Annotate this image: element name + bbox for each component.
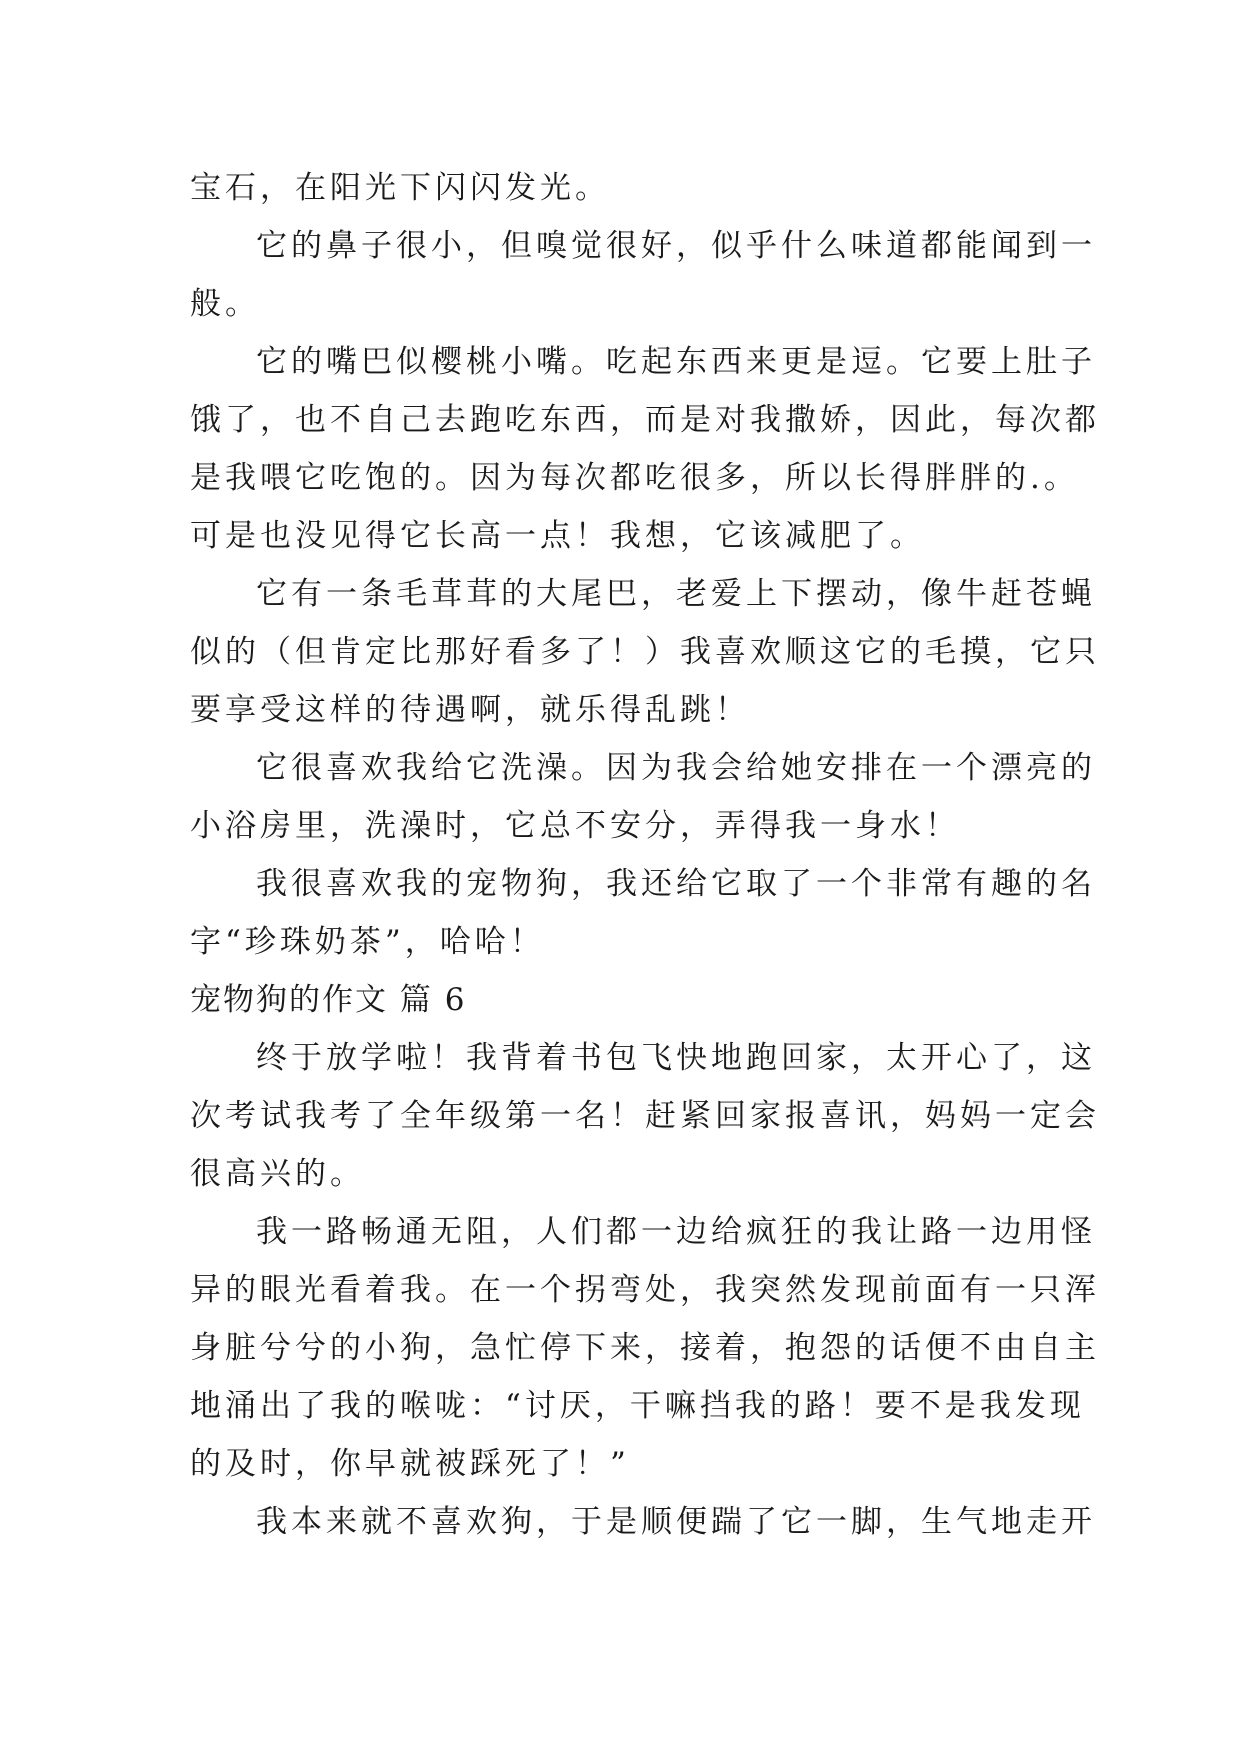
text-line: 终于放学啦！我背着书包飞快地跑回家，太开心了，这 xyxy=(256,1040,1096,1076)
text-line: 我本来就不喜欢狗，于是顺便踹了它一脚，生气地走开 xyxy=(256,1504,1096,1540)
text-line: 小浴房里，洗澡时，它总不安分，弄得我一身水！ xyxy=(190,808,960,844)
text-line: 身脏兮兮的小狗，急忙停下来，接着，抱怨的话便不由自主 xyxy=(190,1330,1100,1366)
section-heading: 宠物狗的作文 篇 6 xyxy=(190,982,467,1018)
text-line: 字“珍珠奶茶”，哈哈！ xyxy=(190,924,545,960)
text-line: 似的（但肯定比那好看多了！）我喜欢顺这它的毛摸，它只 xyxy=(190,634,1100,670)
text-line: 饿了，也不自己去跑吃东西，而是对我撒娇，因此，每次都 xyxy=(190,402,1100,438)
essay-body xyxy=(190,159,1100,1551)
text-line: 次考试我考了全年级第一名！赶紧回家报喜讯，妈妈一定会 xyxy=(190,1098,1100,1134)
text-line: 宝石，在阳光下闪闪发光。 xyxy=(190,170,610,206)
text-line: 的及时，你早就被踩死了！” xyxy=(190,1446,630,1482)
text-line: 般。 xyxy=(190,286,260,322)
text-line: 我一路畅通无阻，人们都一边给疯狂的我让路一边用怪 xyxy=(256,1214,1096,1250)
text-line: 它很喜欢我给它洗澡。因为我会给她安排在一个漂亮的 xyxy=(256,750,1096,786)
text-line: 它的嘴巴似樱桃小嘴。吃起东西来更是逗。它要上肚子 xyxy=(256,344,1096,380)
text-line: 它的鼻子很小，但嗅觉很好，似乎什么味道都能闻到一 xyxy=(256,228,1096,264)
text-line: 我很喜欢我的宠物狗，我还给它取了一个非常有趣的名 xyxy=(256,866,1096,902)
text-line: 很高兴的。 xyxy=(190,1156,365,1192)
text-line: 异的眼光看着我。在一个拐弯处，我突然发现前面有一只浑 xyxy=(190,1272,1100,1308)
text-line: 是我喂它吃饱的。因为每次都吃很多，所以长得胖胖的.。 xyxy=(190,460,1079,496)
text-line: 可是也没见得它长高一点！我想，它该减肥了。 xyxy=(190,518,925,554)
text-line: 要享受这样的待遇啊，就乐得乱跳！ xyxy=(190,692,750,728)
text-line: 它有一条毛茸茸的大尾巴，老爱上下摆动，像牛赶苍蝇 xyxy=(256,576,1096,612)
text-line: 地涌出了我的喉咙：“讨厌，干嘛挡我的路！要不是我发现 xyxy=(190,1388,1085,1424)
